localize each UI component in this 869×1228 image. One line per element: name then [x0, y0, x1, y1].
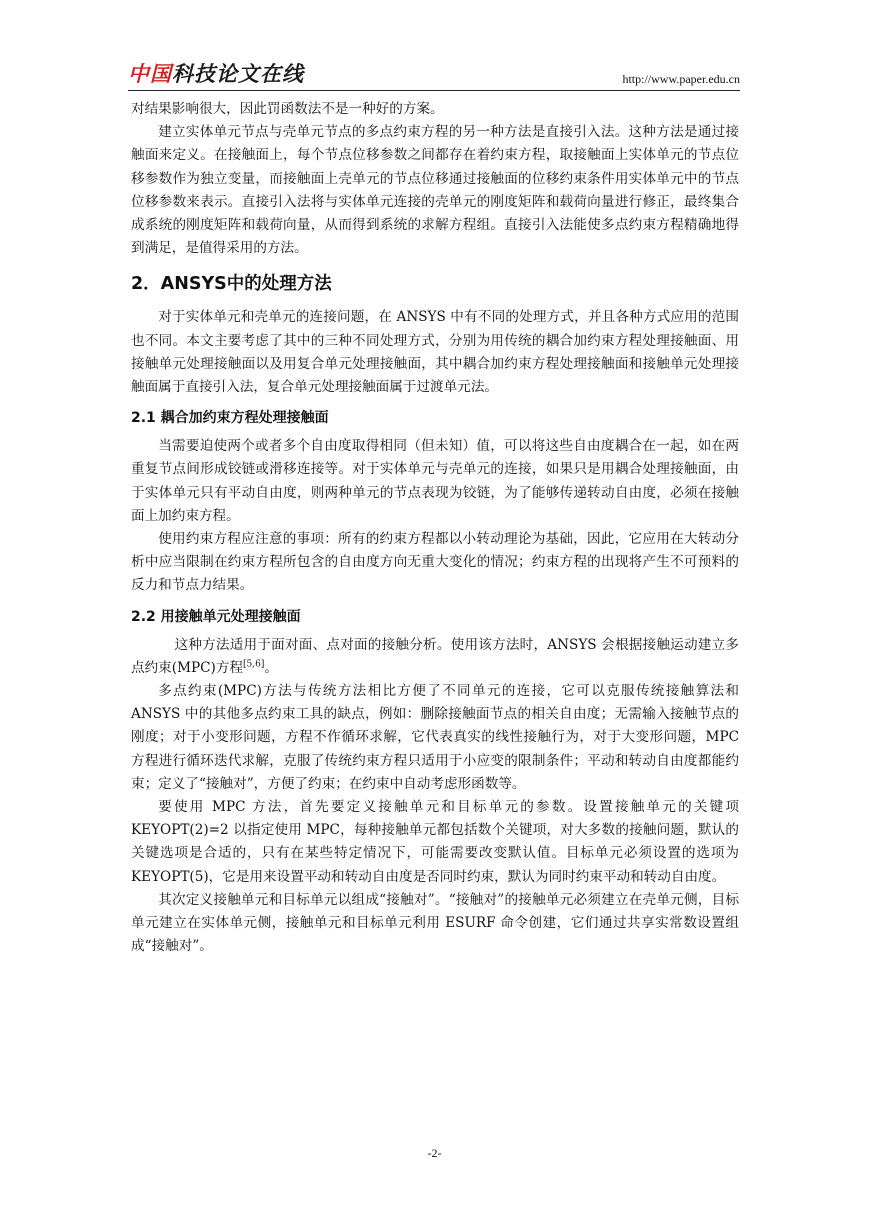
- paragraph: 对于实体单元和壳单元的连接问题，在 ANSYS 中有不同的处理方式，并且各种方式应用的范围也不同。本文主要考虑了其中的三种不同处理方式，分别为用传统的耦合加约束方程处理接触面、用接触单元处理接触面以及用复合单元处理接触面，其中耦合加约束方程处理接触面和接触单元处理接触面属于直接引入法，复合单元处理接触面属于过渡单元法。: [131, 309, 739, 396]
- page-number: -2-: [427, 1146, 442, 1160]
- paragraph: [131, 634, 739, 680]
- header-url[interactable]: http://www.paper.edu.cn: [622, 72, 740, 86]
- paragraph: 要使用 MPC 方法，首先要定义接触单元和目标单元的参数。设置接触单元的关键项 KEYOPT(2)=2 以指定使用 MPC，每种接触单元都包括数个关键项，对大多数的接触问题，默认的关键选项是合适的，只有在某些特定情况下，可能需要改变默认值。目标单元必须设置的选项为 KEYOPT(5)，它是用来设置平动和转动自由度是否同时约束，默认为同时约束平动和转动自由度。: [131, 799, 739, 885]
- logo-text-dark: 科技论文在线: [172, 62, 304, 86]
- journal-logo: [128, 60, 304, 86]
- paragraph-text: 这种方法适用于面对面、点对面的接触分析。使用该方法时，ANSYS 会根据接触运动建立多点约束(MPC)方程: [131, 636, 739, 676]
- page-header: [128, 58, 740, 91]
- citation-ref[interactable]: [5,6]: [243, 659, 265, 670]
- paragraph: 多点约束(MPC)方法与传统方法相比方便了不同单元的连接，它可以克服传统接触算法和 ANSYS 中的其他多点约束工具的缺点，例如：删除接触面节点的相关自由度；无需输入接触节点的刚度；对于小变形问题，方程不作循环求解，它代表真实的线性接触行为，对于大变形问题，MPC 方程进行循环迭代求解，克服了传统约束方程只适用于小应变的限制条件；平动和转动自由度都能约束；定义了“接触对”，方便了约束；在约束中自动考虑形函数等。: [131, 683, 739, 792]
- section-heading: 2．ANSYS中的处理方法: [131, 274, 332, 295]
- logo-text-red: 中国: [128, 62, 172, 86]
- subsection-heading: 2.2 用接触单元处理接触面: [131, 608, 301, 625]
- paragraph: 建立实体单元节点与壳单元节点的多点约束方程的另一种方法是直接引入法。这种方法是通过接触面来定义。在接触面上，每个节点位移参数之间都存在着约束方程，取接触面上实体单元的节点位移参数作为独立变量，而接触面上壳单元的节点位移通过接触面的位移约束条件用实体单元中的节点位移参数来表示。直接引入法将与实体单元连接的壳单元的刚度矩阵和载荷向量进行修正，最终集合成系统的刚度矩阵和载荷向量，从而得到系统的求解方程组。直接引入法能使多点约束方程精确地得到满足，是值得采用的方法。: [131, 124, 739, 257]
- paragraph: 对结果影响很大，因此罚函数法不是一种好的方案。: [131, 101, 444, 117]
- subsection-heading: 2.1 耦合加约束方程处理接触面: [131, 410, 329, 427]
- page-body: [131, 98, 739, 959]
- paragraph-end: 。: [264, 659, 278, 676]
- paragraph: 使用约束方程应注意的事项：所有的约束方程都以小转动理论为基础，因此，它应用在大转动分析中应当限制在约束方程所包含的自由度方向无重大变化的情况；约束方程的出现将产生不可预料的反力和节点力结果。: [131, 531, 739, 594]
- paragraph: 其次定义接触单元和目标单元以组成“接触对”。“接触对”的接触单元必须建立在壳单元侧，目标单元建立在实体单元侧，接触单元和目标单元利用 ESURF 命令创建，它们通过共享实常数设置组成“接触对”。: [131, 891, 739, 955]
- paragraph: 当需要迫使两个或者多个自由度取得相同（但未知）值，可以将这些自由度耦合在一起，如在两重复节点间形成铰链或滑移连接等。对于实体单元与壳单元的连接，如果只是用耦合处理接触面，由于实体单元只有平动自由度，则两种单元的节点表现为铰链，为了能够传递转动自由度，必须在接触面上加约束方程。: [131, 438, 739, 524]
